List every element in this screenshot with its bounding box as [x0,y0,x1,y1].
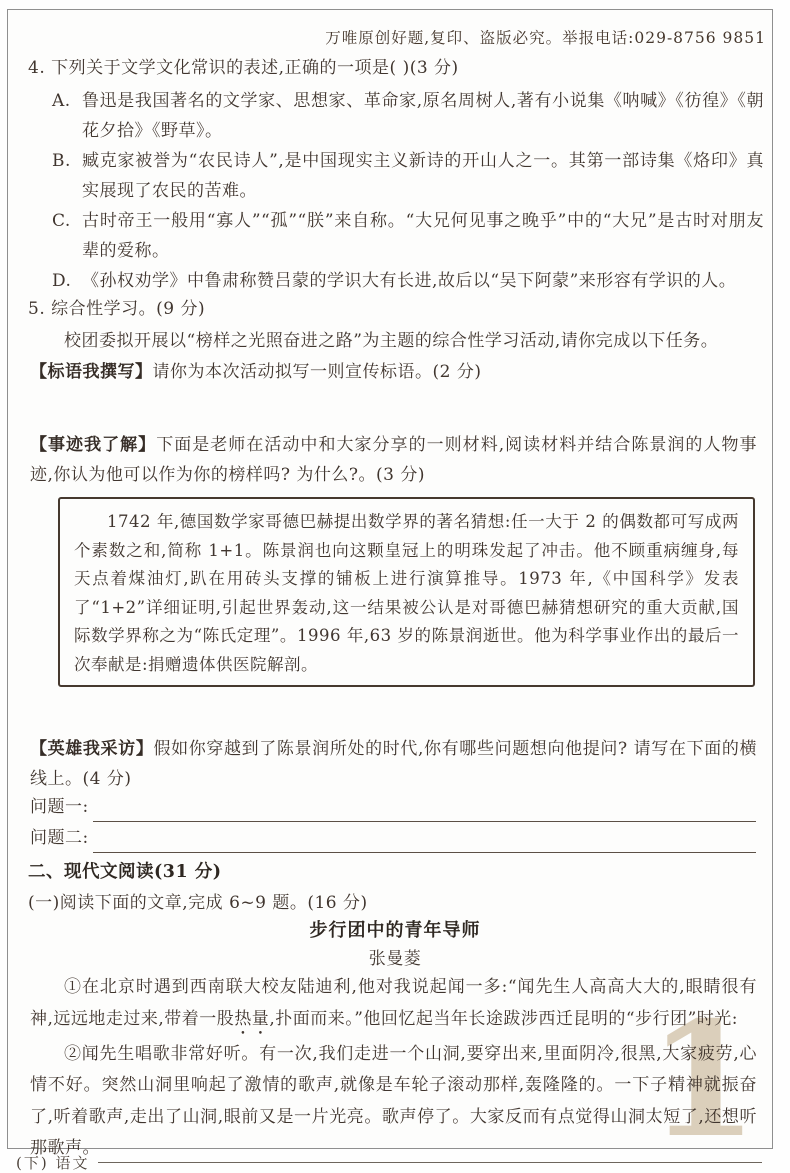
question-5-intro: 校团委拟开展以“榜样之光照奋进之路”为主题的综合性学习活动,请你完成以下任务。 [64,331,719,351]
option-b [52,146,764,206]
option-a-text: 鲁迅是我国著名的文学家、思想家、革命家,原名周树人,著有小说集《呐喊》《彷徨》《朝花夕拾》《野草》。 [82,91,764,141]
task-deeds-label: 【事迹我了解】 [30,435,157,455]
article-paragraph-2: ②闻先生唱歌非常好听。有一次,我们走进一个山洞,要穿出来,里面阴冷,很黑,大家疲劳,心情不好。突然山洞里响起了激情的歌声,就像是车轮子滚动那样,轰隆隆的。一下子精神就振奋了,听着歌声,走出了山洞,眼前又是一片光亮。歌声停了。大家反而有点觉得山洞太短了,还想听那歌声。 [30,1043,757,1158]
option-a-label: A. [52,91,71,111]
answer-blank-2-line [93,830,756,853]
article-title: 步行团中的青年导师 [309,920,481,941]
option-b-label: B. [52,151,71,171]
answer-blank-1-label: 问题一: [30,797,89,817]
option-c [52,206,764,266]
section-2-subheading: (一)阅读下面的文章,完成 6~9 题。(16 分) [28,893,368,913]
task-interview [30,734,757,794]
task-interview-text: 假如你穿越到了陈景润所处的时代,你有哪些问题想向他提问? 请写在下面的横线上。(4 分) [30,739,757,789]
task-slogan-label: 【标语我撰写】 [30,362,153,382]
option-d-text: 《孙权劝学》中鲁肃称赞吕蒙的学识大有长进,故后以“吴下阿蒙”来形容有学识的人。 [82,271,737,291]
para1-after: ,扑面而来。”他回忆起当年长途跋涉西迁昆明的“步行团”时光: [269,1008,739,1029]
question-4-options [52,86,764,296]
question-4-stem: 4. 下列关于文学文化常识的表述,正确的一项是( )(3 分) [28,58,459,78]
section-2-heading: 二、现代文阅读(31 分) [28,862,222,882]
task-slogan [30,357,757,387]
answer-blank-2 [30,823,756,853]
material-text: 1742 年,德国数学家哥德巴赫提出数学界的著名猜想:任一大于 2 的偶数都可写成两个素数之和,简称 1+1。陈景润也向这颗皇冠上的明珠发起了冲击。他不顾重病缠身,每天点着煤油灯,趴在用砖头支撑的铺板上进行演算推导。1973 年,《中国科学》发表了“1+2”详细证明,引起世界轰动,这一结果被公认是对哥德巴赫猜想研究的重大贡献,国际数学界称之为“陈氏定理”。1996 年,63 岁的陈景润逝世。他为科学事业作出的最后一次奉献是:捐赠遗体供医院解剖。 [74,512,739,674]
answer-blank-1 [30,792,756,822]
footer-volume-label: (下) 语文 [16,1154,90,1172]
option-d-label: D. [52,271,72,291]
article-paragraph-1 [30,972,757,1039]
answer-blank-1-line [93,799,756,822]
answer-blank-2-label: 问题二: [30,828,89,848]
article-author: 张曼菱 [368,949,422,969]
task-interview-label: 【英雄我采访】 [30,739,154,759]
question-5-stem: 5. 综合性学习。(9 分) [28,299,206,319]
page-number-watermark: 1 [648,988,758,1173]
task-slogan-text: 请你为本次活动拟写一则宣传标语。(2 分) [152,362,482,382]
task-deeds [30,430,757,490]
option-c-text: 古时帝王一般用“寡人”“孤”“朕”来自称。“大兄何见事之晚乎”中的“大兄”是古时对朋友辈的爱称。 [82,211,764,261]
option-a [52,86,764,146]
header-notice: 万唯原创好题,复印、盗版必究。举报电话:029-8756 9851 [325,29,766,47]
option-b-text: 臧克家被誉为“农民诗人”,是中国现实主义新诗的开山人之一。其第一部诗集《烙印》真实展现了农民的苦难。 [82,151,764,201]
option-c-label: C. [52,211,71,231]
option-d [52,266,764,296]
material-box [58,497,755,687]
footer-rule [98,1162,762,1163]
task-deeds-text: 下面是老师在活动中和大家分享的一则材料,阅读材料并结合陈景润的人物事迹,你认为他可以作为你的榜样吗? 为什么?。(3 分) [30,435,758,485]
para1-before: ①在北京时遇到西南联大校友陆迪利,他对我说起闻一多:“闻先生人高高大大的,眼睛很有神,远远地走过来,带着一股 [30,977,757,1029]
para1-emphasized-word: 热量 [234,1008,270,1029]
